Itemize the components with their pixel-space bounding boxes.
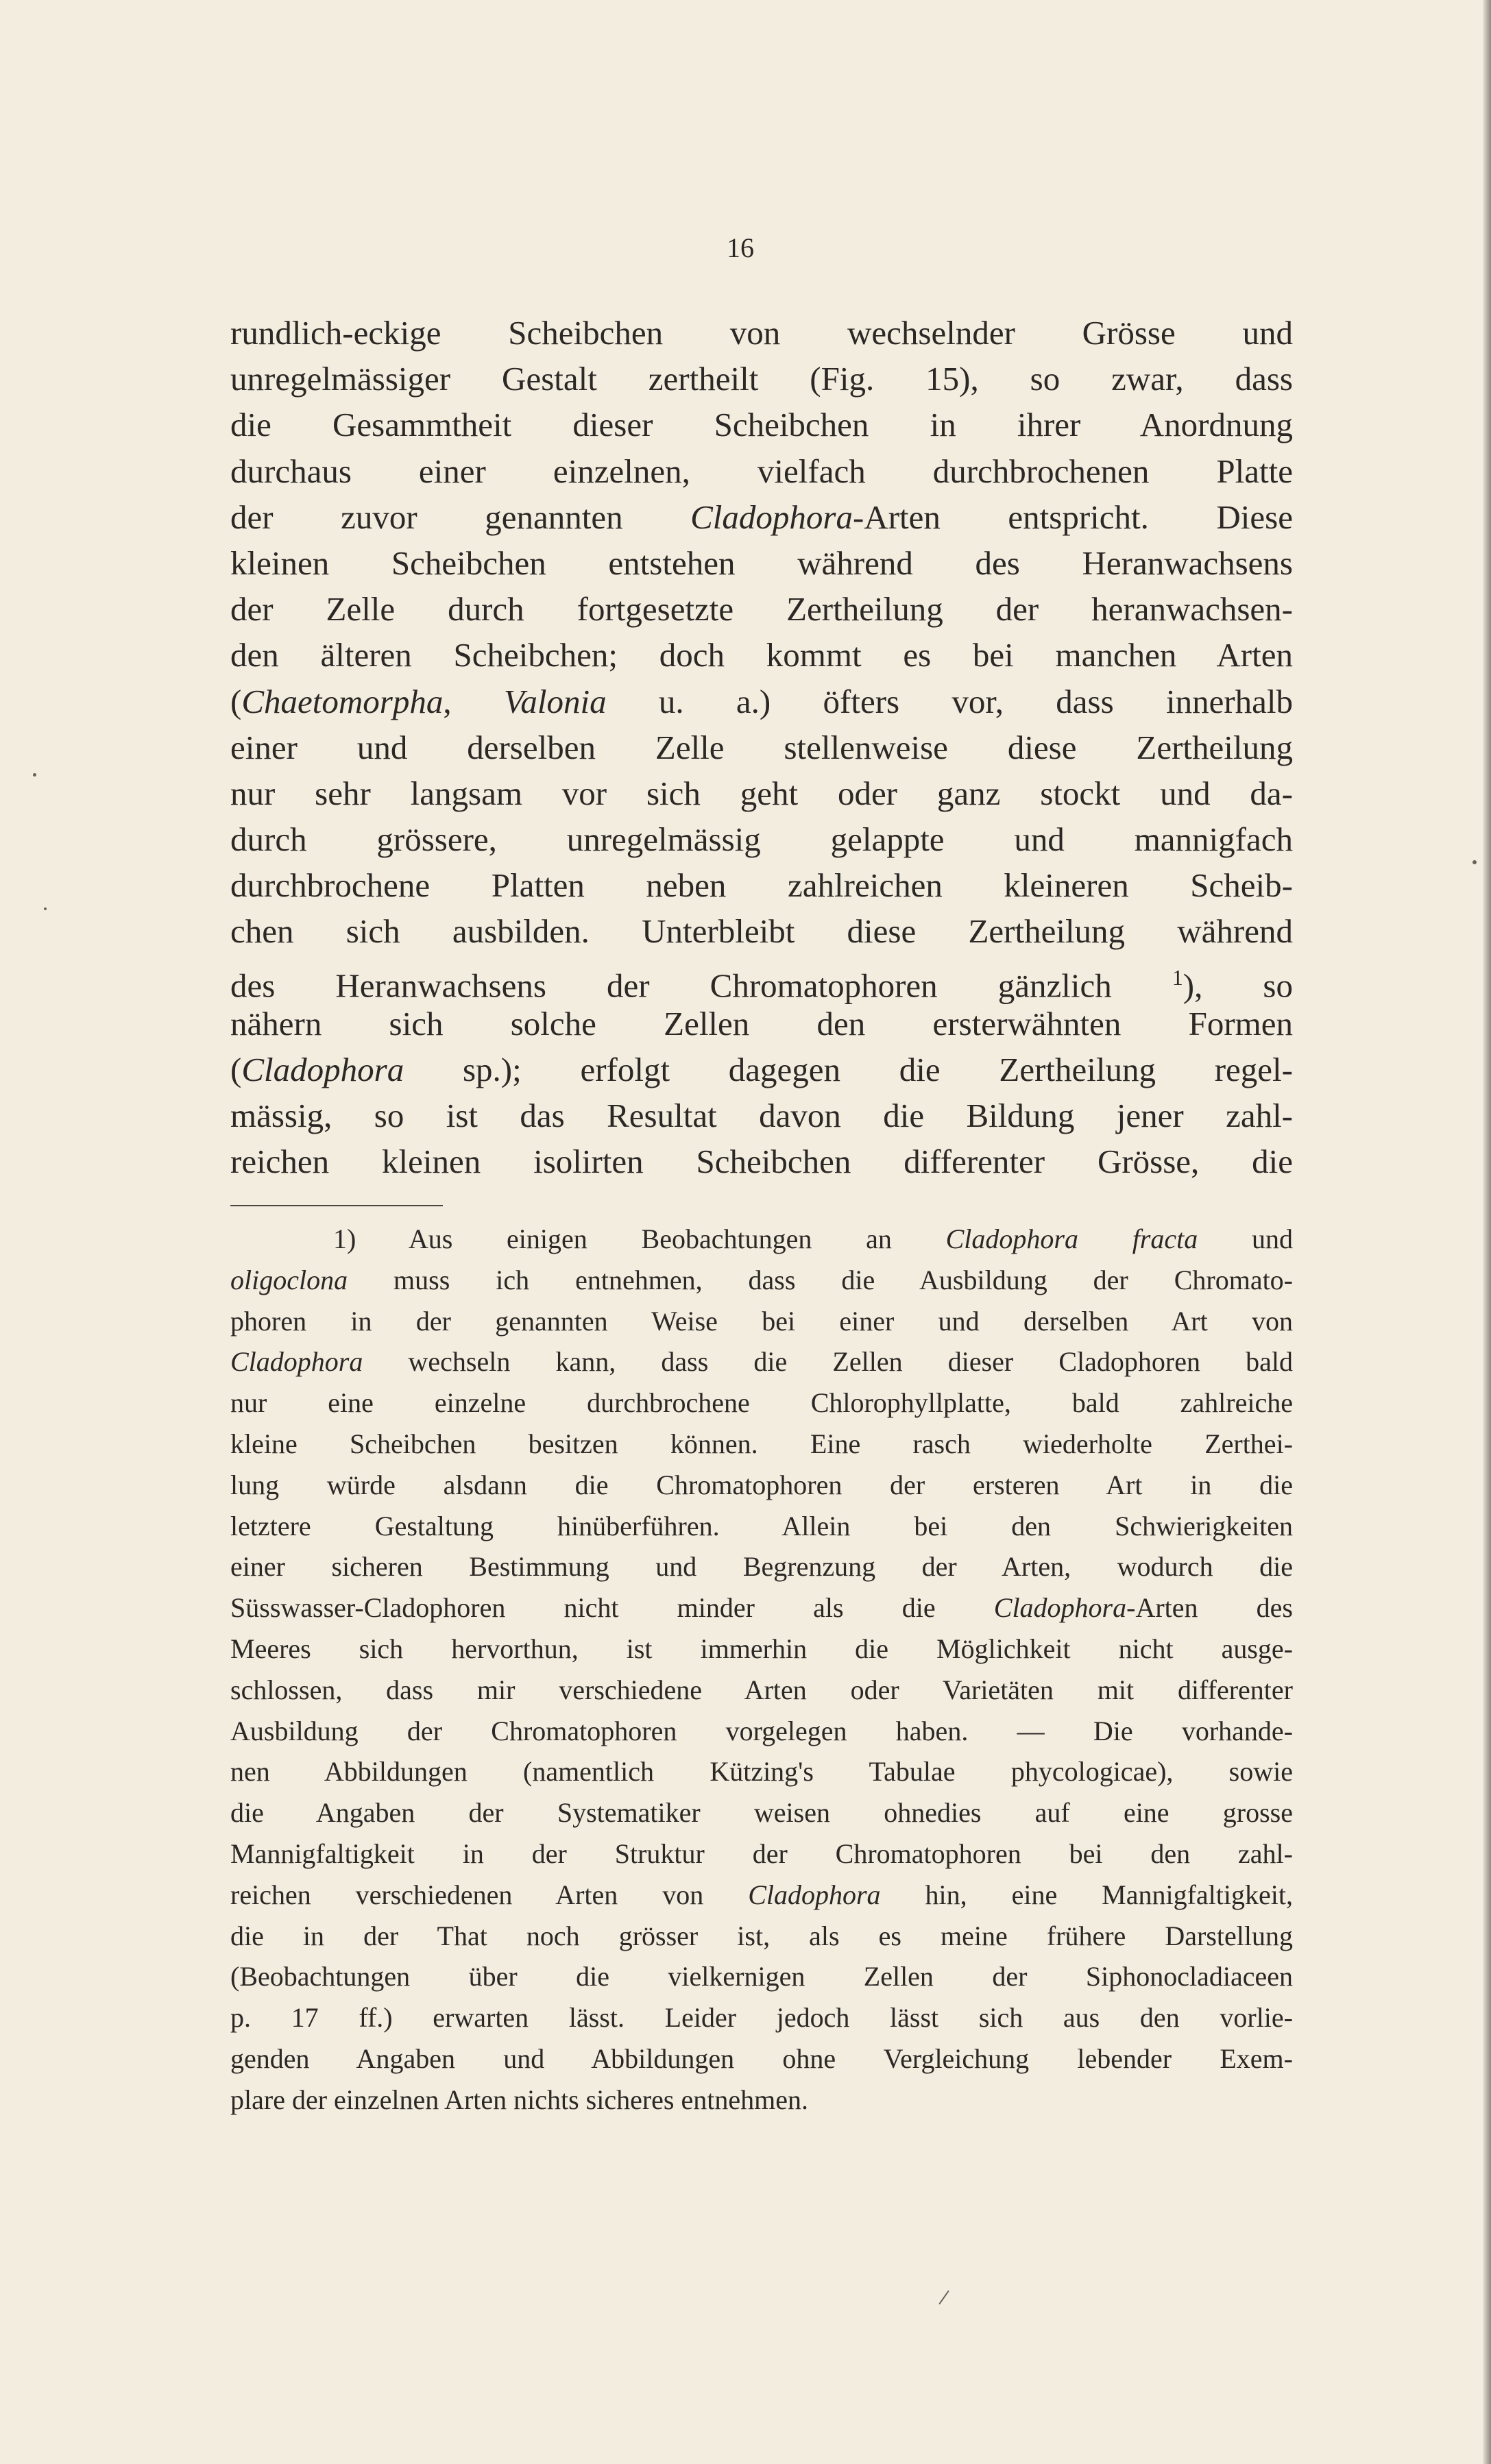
footnote-line: reichen verschiedenen Arten von Cladophora hin, eine Mannigfaltigkeit,	[230, 1879, 1293, 1910]
footnote-line: Meeres sich hervorthun, ist immerhin die Möglichkeit nicht ausge-	[230, 1633, 1293, 1664]
footnote-separator	[230, 1205, 443, 1206]
paper-speck	[1472, 860, 1477, 864]
paper-speck	[44, 907, 47, 910]
footnote-line: schlossen, dass mir verschiedene Arten oder Varietäten mit differenter	[230, 1674, 1293, 1705]
footnote-line: einer sicheren Bestimmung und Begrenzung der Arten, wodurch die	[230, 1551, 1293, 1583]
page-edge-shadow	[1483, 0, 1491, 2464]
italic-taxon-name: Chaetomorpha	[241, 682, 444, 720]
footnote-line: Mannigfaltigkeit in der Struktur der Chromatophoren bei den zahl-	[230, 1838, 1293, 1869]
body-text-line: den älteren Scheibchen; doch kommt es bei manchen Arten	[230, 636, 1293, 674]
italic-taxon-name: Cladophora fracta	[945, 1223, 1198, 1254]
footnote-line: lung würde alsdann die Chromatophoren der ersteren Art in die	[230, 1469, 1293, 1500]
body-text-line: nähern sich solche Zellen den ersterwähnten Formen	[230, 1004, 1293, 1042]
footnote-line: genden Angaben und Abbildungen ohne Vergleichung lebender Exem-	[230, 2042, 1293, 2074]
body-text-line: durchaus einer einzelnen, vielfach durchbrochenen Platte	[230, 452, 1293, 490]
body-text	[230, 310, 1293, 1185]
body-text-line: (Cladophora sp.); erfolgt dagegen die Zertheilung regel-	[230, 1051, 1293, 1088]
italic-taxon-name: Cladophora	[230, 1346, 363, 1378]
footnote-line: phoren in der genannten Weise bei einer und derselben Art von	[230, 1305, 1293, 1337]
body-text-line: durchbrochene Platten neben zahlreichen kleineren Scheib-	[230, 866, 1293, 905]
paper-speck	[33, 773, 36, 777]
footnote-line: kleine Scheibchen besitzen können. Eine rasch wiederholte Zerthei-	[230, 1428, 1293, 1459]
footnote-line: oligoclona muss ich entnehmen, dass die Ausbildung der Chromato-	[230, 1264, 1293, 1295]
italic-taxon-name: oligoclona	[230, 1264, 348, 1295]
body-text-line: der zuvor genannten Cladophora-Arten entspricht. Diese	[230, 498, 1293, 536]
footnote-line: die Angaben der Systematiker weisen ohnedies auf eine grosse	[230, 1797, 1293, 1829]
body-text-line: chen sich ausbilden. Unterbleibt diese Zertheilung während	[230, 912, 1293, 951]
body-text-line: der Zelle durch fortgesetzte Zertheilung der heranwachsen-	[230, 590, 1293, 629]
footnote-line: nur eine einzelne durchbrochene Chlorophyllplatte, bald zahlreiche	[230, 1387, 1293, 1419]
body-text-line: durch grössere, unregelmässig gelappte und mannigfach	[230, 820, 1293, 859]
body-text-line: mässig, so ist das Resultat davon die Bildung jener zahl-	[230, 1097, 1293, 1135]
footnote-line: die in der That noch grösser ist, als es meine frühere Darstellung	[230, 1920, 1293, 1951]
footnote-line: p. 17 ff.) erwarten lässt. Leider jedoch lässt sich aus den vorlie-	[230, 2002, 1293, 2034]
italic-taxon-name: Cladophora	[748, 1879, 881, 1910]
pencil-mark	[938, 2291, 949, 2305]
body-text-line: nur sehr langsam vor sich geht oder ganz stockt und da-	[230, 774, 1293, 812]
italic-taxon-name: Cladophora	[993, 1592, 1127, 1624]
footnote-line: (Beobachtungen über die vielkernigen Zellen der Siphonocladiaceen	[230, 1961, 1293, 1992]
footnote-line: Süsswasser-Cladophoren nicht minder als die Cladophora-Arten des	[230, 1592, 1294, 1624]
footnote-line: nen Abbildungen (namentlich Kützing's Tabulae phycologicae), sowie	[230, 1756, 1293, 1788]
body-text-line: (Chaetomorpha, Valonia u. a.) öfters vor, dass innerhalb	[230, 682, 1294, 720]
body-text-line: einer und derselben Zelle stellenweise diese Zertheilung	[230, 728, 1293, 766]
footnote-line: Cladophora wechseln kann, dass die Zellen dieser Cladophoren bald	[230, 1346, 1293, 1378]
body-text-line: unregelmässiger Gestalt zertheilt (Fig. 15), so zwar, dass	[230, 360, 1293, 398]
footnote-line: plare der einzelnen Arten nichts sicheres entnehmen.	[230, 2084, 808, 2115]
footnote-line: Ausbildung der Chromatophoren vorgelegen haben. — Die vorhande-	[230, 1715, 1293, 1746]
footnote-line: 1) Aus einigen Beobachtungen an Cladophora fracta und	[333, 1223, 1293, 1254]
body-text-line: die Gesammtheit dieser Scheibchen in ihrer Anordnung	[230, 406, 1293, 444]
footnote	[230, 1219, 1293, 2121]
body-text-line: kleinen Scheibchen entstehen während des Heranwachsens	[230, 544, 1293, 582]
footnote-marker: 1	[1172, 965, 1183, 990]
italic-taxon-name: Valonia	[503, 682, 607, 720]
body-text-line: rundlich-eckige Scheibchen von wechselnder Grösse und	[230, 314, 1293, 352]
footnote-line: letztere Gestaltung hinüberführen. Allein bei den Schwierigkeiten	[230, 1510, 1293, 1541]
body-text-line: des Heranwachsens der Chromatophoren gänzlich $^1$), so	[230, 965, 1293, 1004]
body-text-line: reichen kleinen isolirten Scheibchen differenter Grösse, die	[230, 1143, 1293, 1181]
page-number: 16	[727, 232, 754, 263]
italic-taxon-name: Cladophora	[690, 498, 853, 536]
italic-taxon-name: Cladophora	[241, 1051, 404, 1088]
